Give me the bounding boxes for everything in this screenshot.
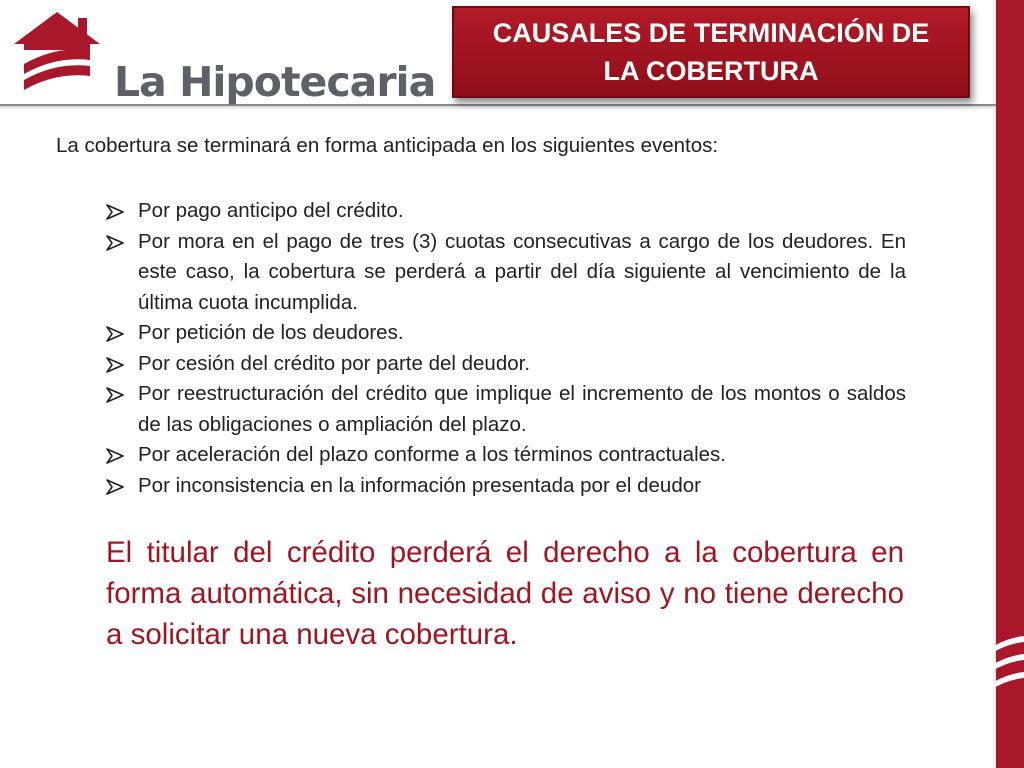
list-item-text: Por reestructuración del crédito que implique el incremento de los montos o saldos de las obligaciones o ampliación del plazo. [138,382,906,436]
list-item-text: Por petición de los deudores. [138,321,404,344]
list-item [104,196,906,227]
brand-name: La Hipotecaria [114,58,436,106]
arrow-bullet-icon [106,357,124,373]
intro-text: La cobertura se terminará en forma anticipada en los siguientes eventos: [56,134,719,157]
list-item-text: Por inconsistencia en la información presentada por el deudor [138,473,701,497]
list-item-text: Por pago anticipo del crédito. [138,199,404,222]
slide-title: CAUSALES DE TERMINACIÓN DE LA COBERTURA [492,18,930,86]
arrow-bullet-icon [106,326,124,342]
list-item-text: Por aceleración del plazo conforme a los términos contractuales. [138,443,726,466]
bullet-list [104,196,906,501]
list-item [104,379,906,440]
arrow-bullet-icon [106,204,124,220]
arrow-bullet-icon [106,387,124,403]
closing-statement: El titular del crédito perderá el derecho a la cobertura en forma automática, sin necesidad de aviso y no tiene derecho a solicitar una nueva cobertura. [106,536,904,651]
title-box [452,6,970,98]
house-logo-icon [12,10,102,96]
arrow-bullet-icon [106,235,124,251]
list-item [104,440,906,471]
arrow-bullet-icon [106,448,124,464]
list-item [104,349,906,380]
decorative-stripes-icon [984,630,1024,700]
list-item-text: Por cesión del crédito por parte del deudor. [138,351,531,375]
brand-logo [8,8,436,106]
list-item-text: Por mora en el pago de tres (3) cuotas consecutivas a cargo de los deudores. En este caso, la cobertura se perderá a partir del día siguiente al vencimiento de la última cuota incumplida. [138,229,906,314]
header-divider-shadow [0,106,996,110]
list-item [104,471,906,502]
list-item [104,318,906,349]
list-item [104,227,906,319]
arrow-bullet-icon [106,479,124,495]
